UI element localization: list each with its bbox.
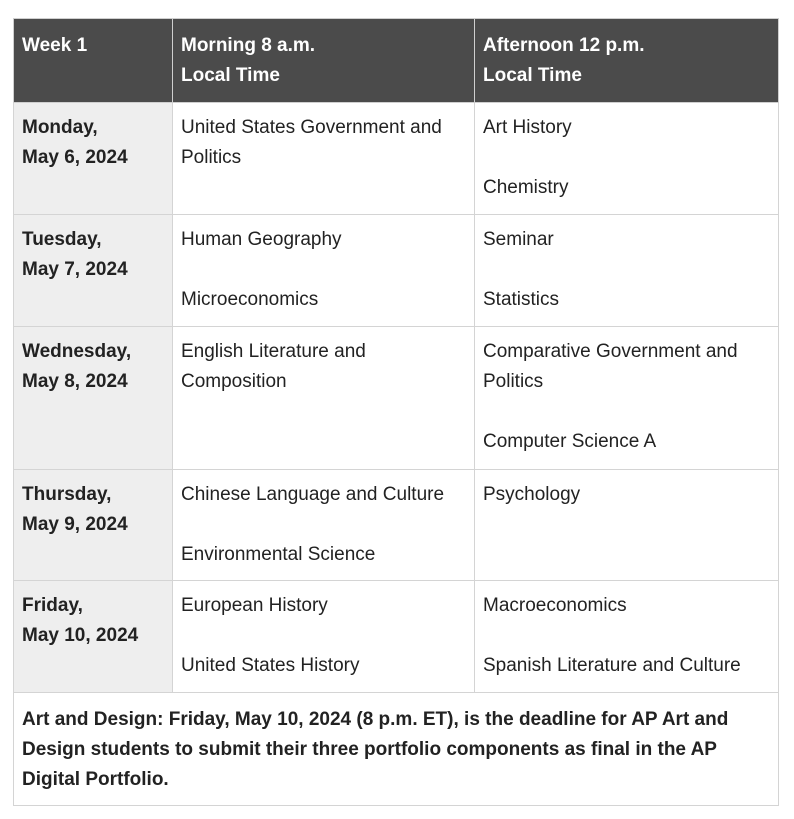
day-cell [14, 103, 173, 215]
exam-schedule-table [13, 18, 779, 806]
afternoon-exam: Chemistry [483, 177, 569, 198]
header-row [14, 19, 779, 103]
afternoon-exam: Seminar [483, 229, 554, 250]
note-row [14, 693, 779, 806]
table-row [14, 215, 779, 327]
afternoon-cell [475, 470, 779, 581]
day-name: Thursday, [22, 484, 112, 505]
morning-exam: Composition [181, 371, 287, 392]
morning-exam: United States Government and [181, 117, 442, 138]
day-date: May 8, 2024 [22, 371, 128, 392]
header-week-label: Week 1 [22, 35, 88, 56]
day-name: Tuesday, [22, 229, 102, 250]
day-cell [14, 215, 173, 327]
morning-exam: English Literature and [181, 341, 366, 362]
afternoon-exam: Art History [483, 117, 572, 138]
morning-exam: Microeconomics [181, 289, 319, 310]
morning-cell [173, 581, 475, 693]
day-date: May 9, 2024 [22, 514, 128, 535]
morning-exam: Human Geography [181, 229, 342, 250]
day-date: May 10, 2024 [22, 625, 139, 646]
day-date: May 6, 2024 [22, 147, 128, 168]
morning-exam: Chinese Language and Culture [181, 484, 445, 505]
header-morning-line1: Morning 8 a.m. [181, 35, 316, 56]
table-row [14, 327, 779, 470]
table-row [14, 103, 779, 215]
afternoon-exam: Politics [483, 371, 544, 392]
morning-cell [173, 215, 475, 327]
art-design-note [14, 693, 779, 806]
afternoon-cell [475, 215, 779, 327]
note-label: Art and Design: [22, 709, 164, 730]
header-week [14, 19, 173, 103]
afternoon-exam: Statistics [483, 289, 560, 310]
header-afternoon-line1: Afternoon 12 p.m. [483, 35, 645, 56]
day-cell [14, 470, 173, 581]
afternoon-exam: Psychology [483, 484, 581, 505]
morning-cell [173, 327, 475, 470]
table-row [14, 581, 779, 693]
day-name: Monday, [22, 117, 98, 138]
header-morning-line2: Local Time [181, 65, 280, 86]
morning-exam: Politics [181, 147, 242, 168]
afternoon-exam: Computer Science A [483, 431, 657, 452]
header-morning [173, 19, 475, 103]
morning-cell [173, 470, 475, 581]
morning-exam: European History [181, 595, 328, 616]
note-text: Friday, May 10, 2024 (8 p.m. ET), is the deadline for AP Art and Design students to submit their three portfolio components as final in the AP Digital Portfolio. [22, 709, 729, 790]
header-afternoon [475, 19, 779, 103]
afternoon-cell [475, 103, 779, 215]
day-cell [14, 581, 173, 693]
morning-exam: United States History [181, 655, 360, 676]
day-name: Wednesday, [22, 341, 132, 362]
afternoon-cell [475, 327, 779, 470]
afternoon-exam: Macroeconomics [483, 595, 627, 616]
header-afternoon-line2: Local Time [483, 65, 582, 86]
morning-cell [173, 103, 475, 215]
table-row [14, 470, 779, 581]
day-date: May 7, 2024 [22, 259, 128, 280]
afternoon-exam: Spanish Literature and Culture [483, 655, 741, 676]
day-name: Friday, [22, 595, 83, 616]
day-cell [14, 327, 173, 470]
morning-exam: Environmental Science [181, 544, 376, 565]
afternoon-exam: Comparative Government and [483, 341, 738, 362]
afternoon-cell [475, 581, 779, 693]
